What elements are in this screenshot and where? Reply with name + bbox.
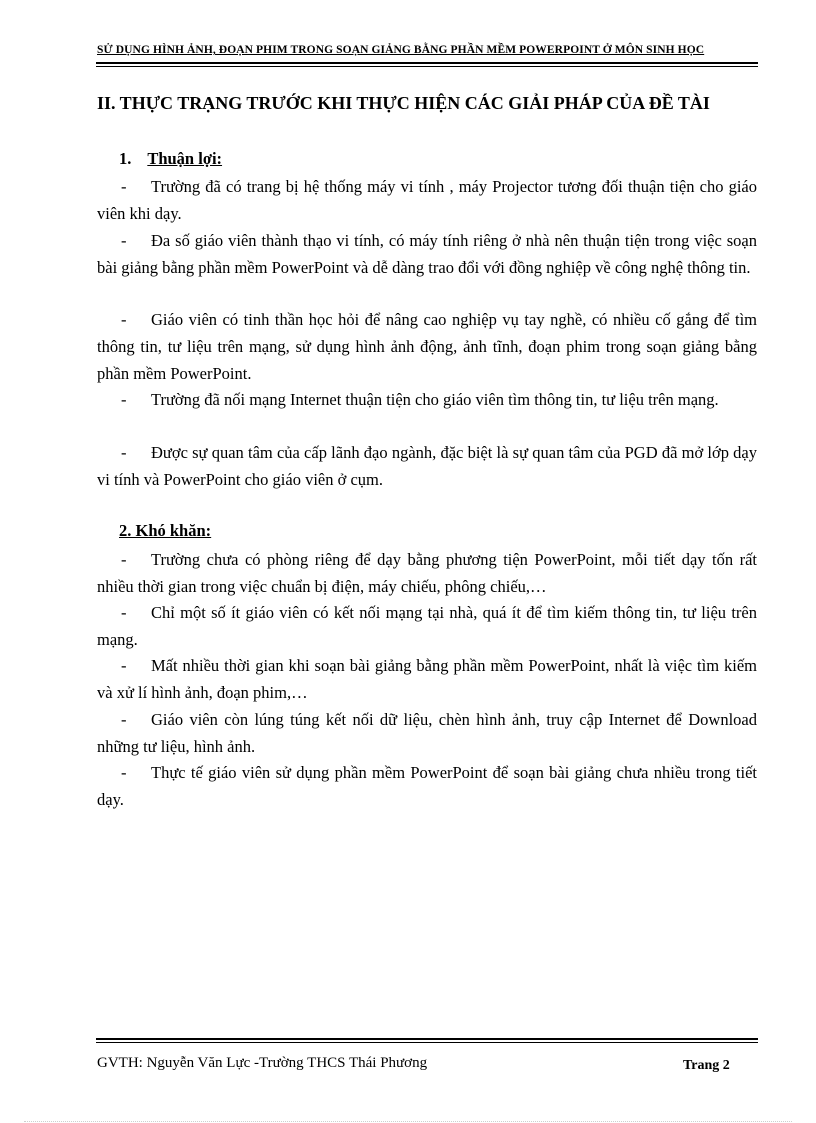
advantages-heading <box>119 149 222 169</box>
difficulty-item <box>97 759 757 813</box>
advantage-text: Trường đã có trang bị hệ thống máy vi tính , máy Projector tương đối thuận tiện cho giáo viên khi dạy. <box>97 177 757 223</box>
advantage-text: Giáo viên có tinh thần học hỏi để nâng cao nghiệp vụ tay nghề, có nhiều cố gắng để tìm thông tin, tư liệu trên mạng, sử dụng hình ảnh động, ảnh tĩnh, đoạn phim trong soạn giảng bằng phần mềm PowerPoint. <box>97 310 757 383</box>
header-rule <box>96 62 758 64</box>
bullet-dash: - <box>121 390 127 409</box>
page-number: Trang 2 <box>683 1058 730 1073</box>
difficulty-text: Chỉ một số ít giáo viên có kết nối mạng tại nhà, quá ít để tìm kiếm thông tin, tư liệu trên mạng. <box>97 603 757 649</box>
bullet-dash: - <box>121 710 127 729</box>
advantage-item <box>97 227 757 281</box>
difficulties-heading: 2. Khó khăn: <box>119 521 212 540</box>
difficulty-item <box>97 652 757 706</box>
advantage-item <box>97 306 757 387</box>
bullet-dash: - <box>121 763 127 782</box>
footer-author: GVTH: Nguyễn Văn Lực -Trường THCS Thái Phương <box>97 1055 428 1071</box>
difficulty-text: Thực tế giáo viên sử dụng phần mềm PowerPoint để soạn bài giảng chưa nhiều trong tiết dạy. <box>97 763 757 809</box>
bullet-dash: - <box>121 656 127 675</box>
advantages-heading-label: Thuận lợi: <box>147 149 223 168</box>
running-header: SỬ DỤNG HÌNH ẢNH, ĐOẠN PHIM TRONG SOẠN GIẢNG BẰNG PHẦN MỀM POWERPOINT Ở MÔN SINH HỌC <box>97 44 705 56</box>
difficulty-item <box>97 599 757 653</box>
bullet-dash: - <box>121 550 127 569</box>
advantage-text: Trường đã nối mạng Internet thuận tiện cho giáo viên tìm thông tin, tư liệu trên mạng. <box>151 390 719 409</box>
bullet-dash: - <box>121 443 127 462</box>
advantage-item <box>97 439 757 493</box>
difficulty-item <box>97 546 757 600</box>
bullet-dash: - <box>121 310 127 329</box>
difficulty-text: Giáo viên còn lúng túng kết nối dữ liệu, chèn hình ảnh, truy cập Internet để Download những tư liệu, hình ảnh. <box>97 710 757 756</box>
bullet-dash: - <box>121 231 127 250</box>
difficulty-text: Trường chưa có phòng riêng để dạy bằng phương tiện PowerPoint, mỗi tiết dạy tốn rất nhiều thời gian trong việc chuẩn bị điện, máy chiếu, phông chiếu,… <box>97 550 757 596</box>
advantages-heading-number: 1. <box>119 149 132 168</box>
bullet-dash: - <box>121 177 127 196</box>
difficulty-item <box>97 706 757 760</box>
bullet-dash: - <box>121 603 127 622</box>
advantage-item <box>97 386 757 413</box>
footer-rule <box>96 1038 758 1040</box>
page-edge-divider <box>24 1121 792 1122</box>
advantage-item <box>97 173 757 227</box>
advantage-text: Đa số giáo viên thành thạo vi tính, có máy tính riêng ở nhà nên thuận tiện trong việc soạn bài giảng bằng phần mềm PowerPoint và dễ dàng trao đổi với đồng nghiệp về công nghệ thông tin. <box>97 231 757 277</box>
advantage-text: Được sự quan tâm của cấp lãnh đạo ngành, đặc biệt là sự quan tâm của PGD đã mở lớp dạy vi tính và PowerPoint cho giáo viên ở cụm. <box>97 443 757 489</box>
section-heading: II. THỰC TRẠNG TRƯỚC KHI THỰC HIỆN CÁC GIẢI PHÁP CỦA ĐỀ TÀI <box>97 93 710 113</box>
difficulty-text: Mất nhiều thời gian khi soạn bài giảng bằng phần mềm PowerPoint, nhất là việc tìm kiếm và xử lí hình ảnh, đoạn phim,… <box>97 656 757 702</box>
